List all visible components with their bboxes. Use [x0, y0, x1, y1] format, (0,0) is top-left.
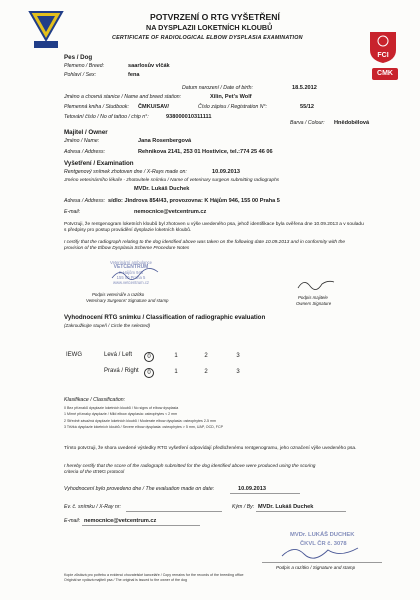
owner-sig-caption2: Owners Signature	[296, 301, 332, 306]
right-label: Pravá / Right	[104, 368, 139, 374]
classification-line: 0 Bez příznaků dysplazie loketních kloubů / No signs of elbow dysplasia	[64, 406, 179, 410]
results-cz: Tímto potvrzuji, že shora uvedené výsledky RTG vyšetření odpovídají předloženému rentgenogramu, jeho označení výše uvedeného psa.	[64, 446, 357, 451]
dob-value: 18.5.2012	[292, 85, 317, 91]
tattoo-label: Tetování číslo / No of tattoo / chip n°:	[64, 114, 149, 120]
footer-line1: Kopie zůstává pro potřebu a evidenci chovatelské kanceláře / Copy remains for the records of the breeding office	[64, 573, 244, 577]
exam-section-title: Vyšetření / Examination	[64, 160, 134, 167]
film-label: Ev. č. snímku / X-Ray nr:	[64, 504, 121, 510]
classification-line: 2 Středně závažná dysplazie loketních kloubů / Moderate elbow dysplasia: osteophytes 2-5 mm	[64, 418, 217, 423]
film-rule	[126, 511, 222, 512]
reg-label: Číslo zápisu / Registration N°:	[198, 104, 267, 110]
exam-date-label: Rentgenový snímek zhotoven dne / X-Rays made on:	[64, 169, 187, 175]
vet-signature-scribble	[110, 268, 160, 287]
footer-line2: Originál se vydává majiteli psa / The original is issued to the owner of the dog	[64, 578, 187, 582]
eval-subtitle: (Zakroužkujte stupeň / Circle the selected)	[64, 323, 151, 328]
evaluator-stamp-number: ČKVL ČR č. 3078	[300, 541, 347, 547]
colour-label: Barva / Colour:	[290, 120, 325, 126]
right-grade-2[interactable]: 2	[204, 369, 208, 375]
by-value: MVDr. Lukáš Duchek	[258, 504, 314, 510]
evaluator-stamp-name: MVDr. LUKÁŠ DUCHEK	[290, 532, 355, 538]
breed-label: Plemeno / Breed:	[64, 63, 105, 69]
left-grade-2[interactable]: 2	[204, 353, 208, 359]
svg-text:FCI: FCI	[377, 52, 389, 59]
title-cz-line2: NA DYSPLAZII LOKETNÍCH KLOUBŮ	[146, 23, 273, 32]
colour-value: Hnědobělová	[334, 120, 370, 126]
classification-label: Klasifikace / Classification:	[64, 397, 126, 403]
cz-statement: Potvrzuji, že rentgenogram loketních kloubů byl zhotoven u výše uvedeného psa, jehož identifikace byla ověřena dne 10.09.2013 a v souladu s předpisy pro postup provádění dysplazie loketních kloubů.	[64, 222, 364, 233]
vet-value: MVDr. Lukáš Duchek	[134, 186, 190, 192]
results-en2: criteria of the IEWG protocol	[64, 470, 125, 475]
owner-sig-caption1: Podpis majitele	[298, 295, 328, 300]
name-value: Xilin, Pet's Wolf	[210, 94, 252, 100]
exam-email-value: nemocnice@vetcentrum.cz	[134, 209, 207, 215]
signature-rule	[262, 562, 382, 563]
vet-label: Jméno veterinárního lékaře - zhotovitele snímku / Name of veterinary surgeon submitting radiographs	[64, 178, 280, 183]
left-grade-1[interactable]: 1	[174, 353, 178, 359]
classification-line: 3 Těžká dysplazie loketních kloubů / Severe elbow dysplasia: osteophytes > 5 mm, UAP, OCD, FCP	[64, 425, 223, 430]
cmk-logo: CMK	[372, 68, 398, 80]
left-label: Levá / Left	[104, 352, 133, 358]
vet-sig-caption2: Veterinary Surgeons' Signature and stamp	[86, 298, 169, 303]
dob-label: Datum narození / Date of birth:	[182, 85, 253, 91]
stamp-line: 155 00 Praha 5	[116, 275, 146, 280]
vet-sig-caption1: Podpis veterináře a razítko	[92, 292, 145, 297]
results-email-value: nemocnice@vetcentrum.cz	[84, 518, 157, 524]
evaluator-signature-scribble	[280, 542, 360, 567]
eval-section-title: Vyhodnocení RTG snímku / Classification of radiographic evaluation	[64, 314, 266, 321]
owner-signature-scribble	[296, 276, 336, 297]
fci-logo	[366, 30, 400, 64]
right-grade-0[interactable]: 0	[144, 368, 154, 378]
stamp-line: K Hájům 946	[118, 270, 144, 275]
owner-addr-value: Rehnikova 2141, 253 01 Hostivice, tel.:774 25 46 06	[138, 149, 273, 155]
by-rule	[256, 511, 346, 512]
en-statement: I certify that the radiograph relating to the dog identified above was taken on the following date 10.09.2013 and in conformity with the provision of the Elbow Dysplasia Scheme Procedure Notes	[64, 240, 346, 251]
right-grade-3[interactable]: 3	[236, 369, 240, 375]
exam-date-value: 10.09.2013	[212, 169, 240, 175]
exam-email-label: E-mail:	[64, 209, 81, 215]
stamp-line: Veterinární ambulance	[110, 260, 152, 265]
left-grade-0[interactable]: 0	[144, 352, 154, 362]
owner-addr-label: Adresa / Address:	[64, 149, 106, 155]
right-grade-1[interactable]: 1	[174, 369, 178, 375]
eval-date-label: Vyhodnocení bylo provedeno dne / The evaluation made on date:	[64, 486, 215, 492]
title-en: CERTIFICATE OF RADIOLOGICAL ELBOW DYSPLASIA EXAMINATION	[112, 35, 303, 41]
breed-value: saarlosův vlčák	[128, 63, 170, 69]
exam-addr-value: sídlo: Jindrova 854/43, provozovna: K Hájům 946, 155 00 Praha 5	[108, 198, 280, 204]
eval-date-value: 10.09.2013	[238, 486, 266, 492]
results-email-label: E-mail:	[64, 518, 81, 524]
sex-value: fena	[128, 72, 140, 78]
iewg-label: IEWG	[66, 352, 82, 358]
evaluator-sig-caption: Podpis a razítko / Signature and stamp	[276, 565, 356, 570]
sex-label: Pohlaví / Sex:	[64, 72, 97, 78]
name-label: Jméno a chovná stanice / Name and breed station:	[64, 94, 182, 100]
reg-value: 55/12	[300, 104, 314, 110]
studbook-value: ČMKU/SAV/	[138, 104, 169, 110]
left-grade-3[interactable]: 3	[236, 353, 240, 359]
eval-date-rule	[230, 493, 300, 494]
by-label: Kým / By:	[232, 504, 255, 510]
exam-addr-label: Adresa / Address:	[64, 198, 106, 204]
tattoo-value: 938000010311111	[166, 114, 212, 120]
owner-name-label: Jméno / Name:	[64, 138, 100, 144]
owner-name-value: Jana Rosenbergová	[138, 138, 192, 144]
studbook-label: Plemenná kniha / Studbook:	[64, 104, 129, 110]
results-email-rule	[82, 525, 200, 526]
dog-section-title: Pes / Dog	[64, 54, 93, 61]
title-cz: POTVRZENÍ O RTG VYŠETŘENÍ	[150, 12, 280, 22]
stamp-line: www.vetcentrum.cz	[112, 280, 150, 285]
classification-line: 1 Mírné příznaky dysplazie / Mild elbow dysplasia: osteophytes < 2 mm	[64, 412, 178, 417]
results-en1: I hereby certify that the score of the radiograph submitted for the dog identified above were produced using the scoring	[64, 464, 316, 469]
czech-kennel-logo	[28, 10, 64, 50]
stamp-line: VETCENTRUM	[113, 264, 149, 270]
owner-section-title: Majitel / Owner	[64, 129, 108, 136]
classification-list	[64, 406, 384, 432]
